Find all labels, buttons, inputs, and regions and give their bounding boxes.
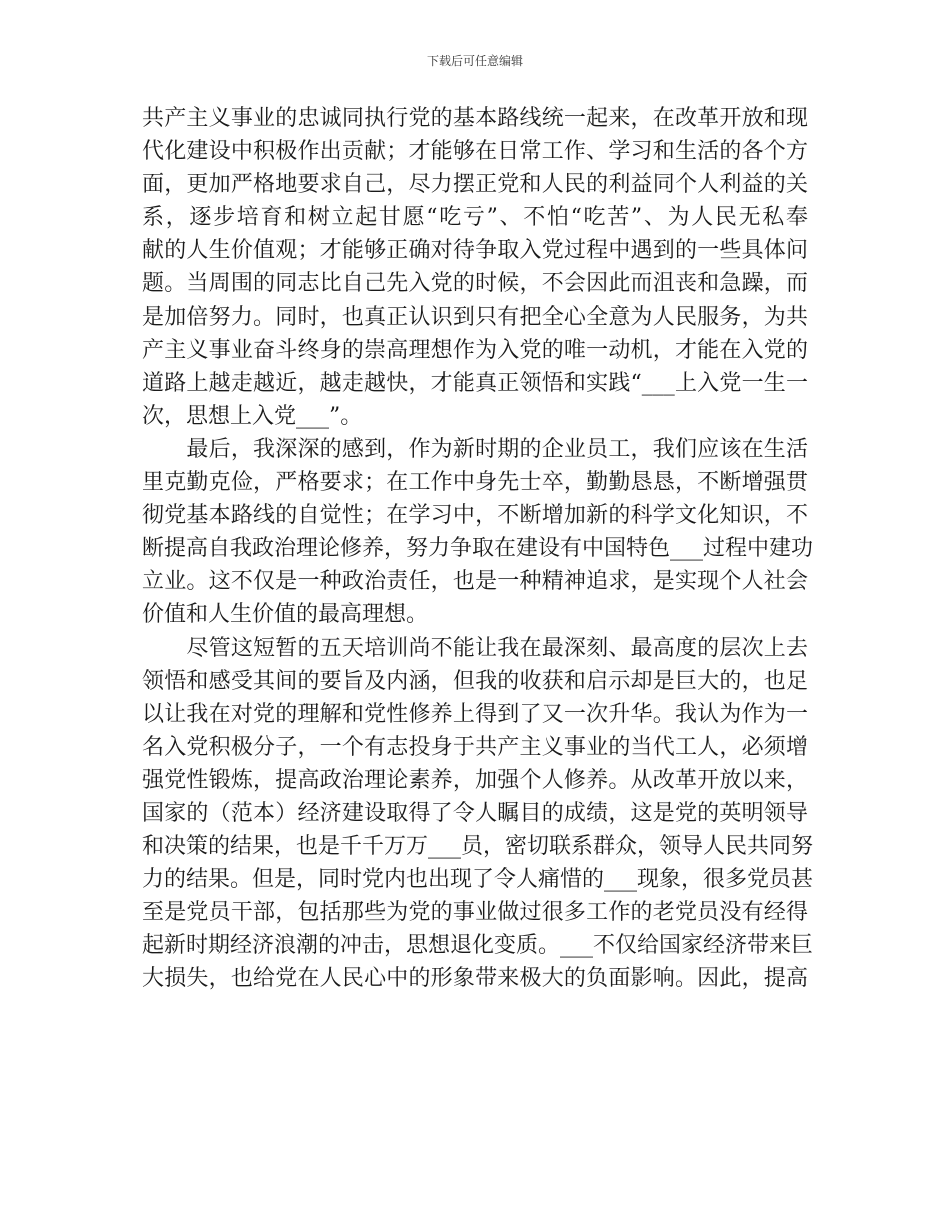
text-line: 断提高自我政治理论修养，努力争取在建设有中国特色___过程中建功	[142, 536, 814, 562]
text-line: 强党性锻炼，提高政治理论素养，加强个人修养。从改革开放以来，	[142, 767, 808, 793]
text-line: 共产主义事业的忠诚同执行党的基本路线统一起来，在改革开放和现	[142, 106, 808, 131]
text-line: 道路上越走越近，越走越快，才能真正领悟和实践“___上入党一生一	[142, 370, 808, 396]
text-line: 是加倍努力。同时，也真正认识到只有把全心全意为人民服务，为共	[142, 304, 808, 330]
text-line: 尽管这短暂的五天培训尚不能让我在最深刻、最高度的层次上去	[142, 635, 808, 661]
page-header: 下载后可任意编辑	[426, 54, 523, 68]
text-line: 题。当周围的同志比自己先入党的时候，不会因此而沮丧和急躁，而	[142, 271, 808, 297]
text-line: 力的结果。但是，同时党内也出现了令人痛惜的___现象，很多党员甚	[142, 867, 814, 893]
text-line: 系，逐步培育和树立起甘愿“吃亏”、不怕“吃苦”、为人民无私奉	[142, 205, 808, 231]
text-line: 大损失，也给党在人民心中的形象带来极大的负面影响。因此，提高	[142, 966, 808, 992]
document-body	[142, 102, 814, 996]
text-line: 领悟和感受其间的要旨及内涵，但我的收获和启示却是巨大的，也足	[142, 668, 808, 694]
text-line: 以让我在对党的理解和党性修养上得到了又一次升华。我认为作为一	[142, 701, 808, 727]
text-line: 献的人生价值观；才能够正确对待争取入党过程中遇到的一些具体问	[142, 238, 808, 264]
text-line: 起新时期经济浪潮的冲击，思想退化变质。___不仅给国家经济带来巨	[142, 933, 814, 959]
text-line: 彻党基本路线的自觉性；在学习中，不断增加新的科学文化知识，不	[142, 503, 808, 529]
text-line: 代化建设中积极作出贡献；才能够在日常工作、学习和生活的各个方	[142, 139, 808, 165]
text-line: 立业。这不仅是一种政治责任，也是一种精神追求，是实现个人社会	[142, 569, 808, 595]
text-line: 价值和人生价值的最高理想。	[142, 602, 429, 628]
text-line: 最后，我深深的感到，作为新时期的企业员工，我们应该在生活	[142, 436, 808, 462]
text-line: 和决策的结果，也是千千万万___员，密切联系群众，领导人民共同努	[142, 834, 814, 860]
text-line: 面，更加严格地要求自己，尽力摆正党和人民的利益同个人利益的关	[142, 172, 808, 198]
text-line: 国家的（范本）经济建设取得了令人瞩目的成绩，这是党的英明领导	[142, 800, 808, 826]
text-line: 名入党积极分子，一个有志投身于共产主义事业的当代工人，必须增	[142, 734, 808, 760]
text-line: 里克勤克俭，严格要求；在工作中身先士卒，勤勤恳恳，不断增强贯	[142, 470, 808, 496]
text-line: 产主义事业奋斗终身的崇高理想作为入党的唯一动机，才能在入党的	[142, 337, 808, 363]
text-line: 次，思想上入党___”。	[142, 403, 363, 429]
text-line: 至是党员干部，包括那些为党的事业做过很多工作的老党员没有经得	[142, 900, 808, 926]
